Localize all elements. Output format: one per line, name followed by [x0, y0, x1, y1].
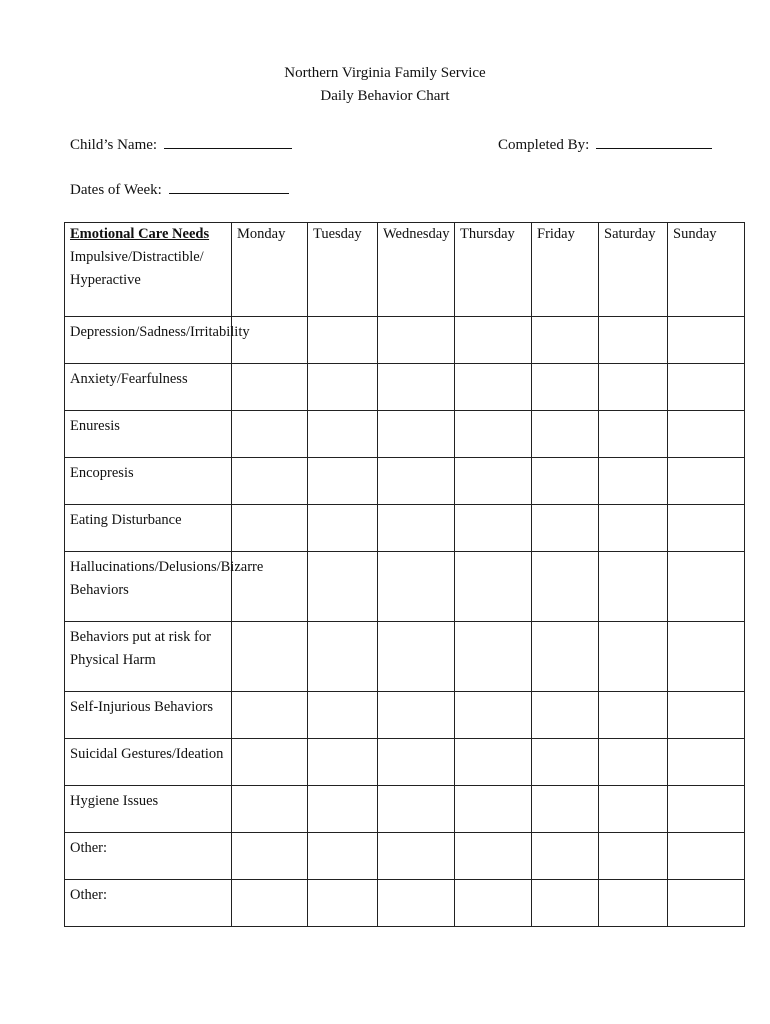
day-header-saturday: Saturday	[599, 223, 668, 247]
entry-cell-wednesday[interactable]	[378, 832, 455, 879]
dates-of-week-field	[70, 179, 289, 199]
entry-cell-sunday[interactable]	[668, 504, 745, 551]
entry-cell-thursday[interactable]	[455, 504, 532, 551]
entry-cell-wednesday[interactable]	[378, 691, 455, 738]
entry-cell-friday[interactable]	[532, 246, 599, 316]
entry-cell-sunday[interactable]	[668, 363, 745, 410]
entry-cell-saturday[interactable]	[599, 691, 668, 738]
entry-cell-wednesday[interactable]	[378, 879, 455, 926]
entry-cell-monday[interactable]	[232, 457, 308, 504]
entry-cell-tuesday[interactable]	[308, 738, 378, 785]
entry-cell-monday[interactable]	[232, 738, 308, 785]
entry-cell-wednesday[interactable]	[378, 457, 455, 504]
entry-cell-sunday[interactable]	[668, 691, 745, 738]
chart-header-row	[65, 223, 745, 247]
entry-cell-saturday[interactable]	[599, 457, 668, 504]
table-row	[65, 246, 745, 316]
table-row	[65, 410, 745, 457]
entry-cell-tuesday[interactable]	[308, 691, 378, 738]
entry-cell-monday[interactable]	[232, 504, 308, 551]
entry-cell-tuesday[interactable]	[308, 246, 378, 316]
entry-cell-wednesday[interactable]	[378, 504, 455, 551]
care-need-label: Eating Disturbance	[65, 504, 232, 551]
entry-cell-sunday[interactable]	[668, 457, 745, 504]
entry-cell-sunday[interactable]	[668, 785, 745, 832]
entry-cell-wednesday[interactable]	[378, 785, 455, 832]
entry-cell-tuesday[interactable]	[308, 316, 378, 363]
entry-cell-monday[interactable]	[232, 410, 308, 457]
entry-cell-wednesday[interactable]	[378, 738, 455, 785]
entry-cell-friday[interactable]	[532, 691, 599, 738]
care-need-label: Encopresis	[65, 457, 232, 504]
entry-cell-sunday[interactable]	[668, 621, 745, 691]
entry-cell-saturday[interactable]	[599, 363, 668, 410]
entry-cell-tuesday[interactable]	[308, 551, 378, 621]
entry-cell-thursday[interactable]	[455, 363, 532, 410]
completed-by-label: Completed By:	[498, 137, 590, 153]
entry-cell-friday[interactable]	[532, 316, 599, 363]
table-row	[65, 363, 745, 410]
entry-cell-sunday[interactable]	[668, 879, 745, 926]
entry-cell-monday[interactable]	[232, 246, 308, 316]
child-name-blank-extension[interactable]	[240, 134, 292, 149]
entry-cell-friday[interactable]	[532, 832, 599, 879]
entry-cell-wednesday[interactable]	[378, 246, 455, 316]
table-row	[65, 504, 745, 551]
entry-cell-sunday[interactable]	[668, 832, 745, 879]
entry-cell-monday[interactable]	[232, 879, 308, 926]
entry-cell-saturday[interactable]	[599, 551, 668, 621]
entry-cell-tuesday[interactable]	[308, 363, 378, 410]
entry-cell-monday[interactable]	[232, 785, 308, 832]
entry-cell-wednesday[interactable]	[378, 363, 455, 410]
entry-cell-thursday[interactable]	[455, 621, 532, 691]
table-row	[65, 457, 745, 504]
entry-cell-tuesday[interactable]	[308, 410, 378, 457]
table-row	[65, 785, 745, 832]
entry-cell-tuesday[interactable]	[308, 621, 378, 691]
entry-cell-thursday[interactable]	[455, 551, 532, 621]
table-row	[65, 738, 745, 785]
entry-cell-saturday[interactable]	[599, 316, 668, 363]
table-row	[65, 832, 745, 879]
entry-cell-tuesday[interactable]	[308, 504, 378, 551]
completed-by-blank[interactable]	[596, 134, 712, 149]
entry-cell-thursday[interactable]	[455, 316, 532, 363]
emotional-care-needs-header: Emotional Care Needs	[65, 223, 232, 247]
care-need-label: Behaviors put at risk for Physical Harm	[65, 621, 232, 691]
entry-cell-sunday[interactable]	[668, 738, 745, 785]
entry-cell-wednesday[interactable]	[378, 410, 455, 457]
child-name-blank[interactable]	[164, 134, 240, 149]
entry-cell-monday[interactable]	[232, 363, 308, 410]
entry-cell-saturday[interactable]	[599, 879, 668, 926]
organization-name: Northern Virginia Family Service	[284, 65, 486, 81]
entry-cell-friday[interactable]	[532, 410, 599, 457]
entry-cell-thursday[interactable]	[455, 246, 532, 316]
entry-cell-friday[interactable]	[532, 738, 599, 785]
entry-cell-friday[interactable]	[532, 551, 599, 621]
entry-cell-wednesday[interactable]	[378, 551, 455, 621]
care-need-label: Impulsive/Distractible/ Hyperactive	[65, 246, 232, 316]
dates-of-week-label: Dates of Week:	[70, 182, 162, 198]
entry-cell-sunday[interactable]	[668, 246, 745, 316]
entry-cell-friday[interactable]	[532, 457, 599, 504]
entry-cell-friday[interactable]	[532, 785, 599, 832]
entry-cell-friday[interactable]	[532, 621, 599, 691]
table-row	[65, 551, 745, 621]
entry-cell-sunday[interactable]	[668, 551, 745, 621]
day-header-friday: Friday	[532, 223, 599, 247]
entry-cell-wednesday[interactable]	[378, 621, 455, 691]
document-title: Daily Behavior Chart	[320, 88, 450, 104]
entry-cell-thursday[interactable]	[455, 410, 532, 457]
entry-cell-saturday[interactable]	[599, 738, 668, 785]
entry-cell-tuesday[interactable]	[308, 457, 378, 504]
entry-cell-thursday[interactable]	[455, 879, 532, 926]
care-need-label: Hygiene Issues	[65, 785, 232, 832]
entry-cell-thursday[interactable]	[455, 785, 532, 832]
table-row	[65, 879, 745, 926]
day-header-sunday: Sunday	[668, 223, 745, 247]
care-need-label: Other:	[65, 832, 232, 879]
entry-cell-saturday[interactable]	[599, 246, 668, 316]
entry-cell-thursday[interactable]	[455, 691, 532, 738]
entry-cell-saturday[interactable]	[599, 621, 668, 691]
entry-cell-sunday[interactable]	[668, 410, 745, 457]
entry-cell-tuesday[interactable]	[308, 879, 378, 926]
entry-cell-saturday[interactable]	[599, 785, 668, 832]
entry-cell-wednesday[interactable]	[378, 316, 455, 363]
care-need-label: Other:	[65, 879, 232, 926]
entry-cell-saturday[interactable]	[599, 504, 668, 551]
care-need-label: Enuresis	[65, 410, 232, 457]
entry-cell-saturday[interactable]	[599, 832, 668, 879]
entry-cell-tuesday[interactable]	[308, 832, 378, 879]
entry-cell-tuesday[interactable]	[308, 785, 378, 832]
table-row	[65, 691, 745, 738]
care-need-label: Anxiety/Fearfulness	[65, 363, 232, 410]
entry-cell-monday[interactable]	[232, 621, 308, 691]
day-header-tuesday: Tuesday	[308, 223, 378, 247]
entry-cell-friday[interactable]	[532, 363, 599, 410]
day-header-thursday: Thursday	[455, 223, 532, 247]
completed-by-field	[498, 134, 712, 154]
entry-cell-monday[interactable]	[232, 691, 308, 738]
entry-cell-friday[interactable]	[532, 879, 599, 926]
child-name-label: Child’s Name:	[70, 137, 158, 153]
entry-cell-friday[interactable]	[532, 504, 599, 551]
child-name-field	[70, 134, 292, 154]
table-row	[65, 621, 745, 691]
entry-cell-monday[interactable]	[232, 832, 308, 879]
behavior-chart-table	[64, 222, 745, 927]
day-header-wednesday: Wednesday	[378, 223, 455, 247]
care-need-label: Suicidal Gestures/Ideation	[65, 738, 232, 785]
dates-of-week-blank[interactable]	[169, 179, 289, 194]
table-row	[65, 316, 745, 363]
entry-cell-thursday[interactable]	[455, 832, 532, 879]
entry-cell-thursday[interactable]	[455, 738, 532, 785]
care-need-label: Hallucinations/Delusions/Bizarre Behaviors	[65, 551, 232, 621]
care-need-label: Self-Injurious Behaviors	[65, 691, 232, 738]
entry-cell-saturday[interactable]	[599, 410, 668, 457]
day-header-monday: Monday	[232, 223, 308, 247]
care-need-label: Depression/Sadness/Irritability	[65, 316, 232, 363]
entry-cell-thursday[interactable]	[455, 457, 532, 504]
entry-cell-sunday[interactable]	[668, 316, 745, 363]
